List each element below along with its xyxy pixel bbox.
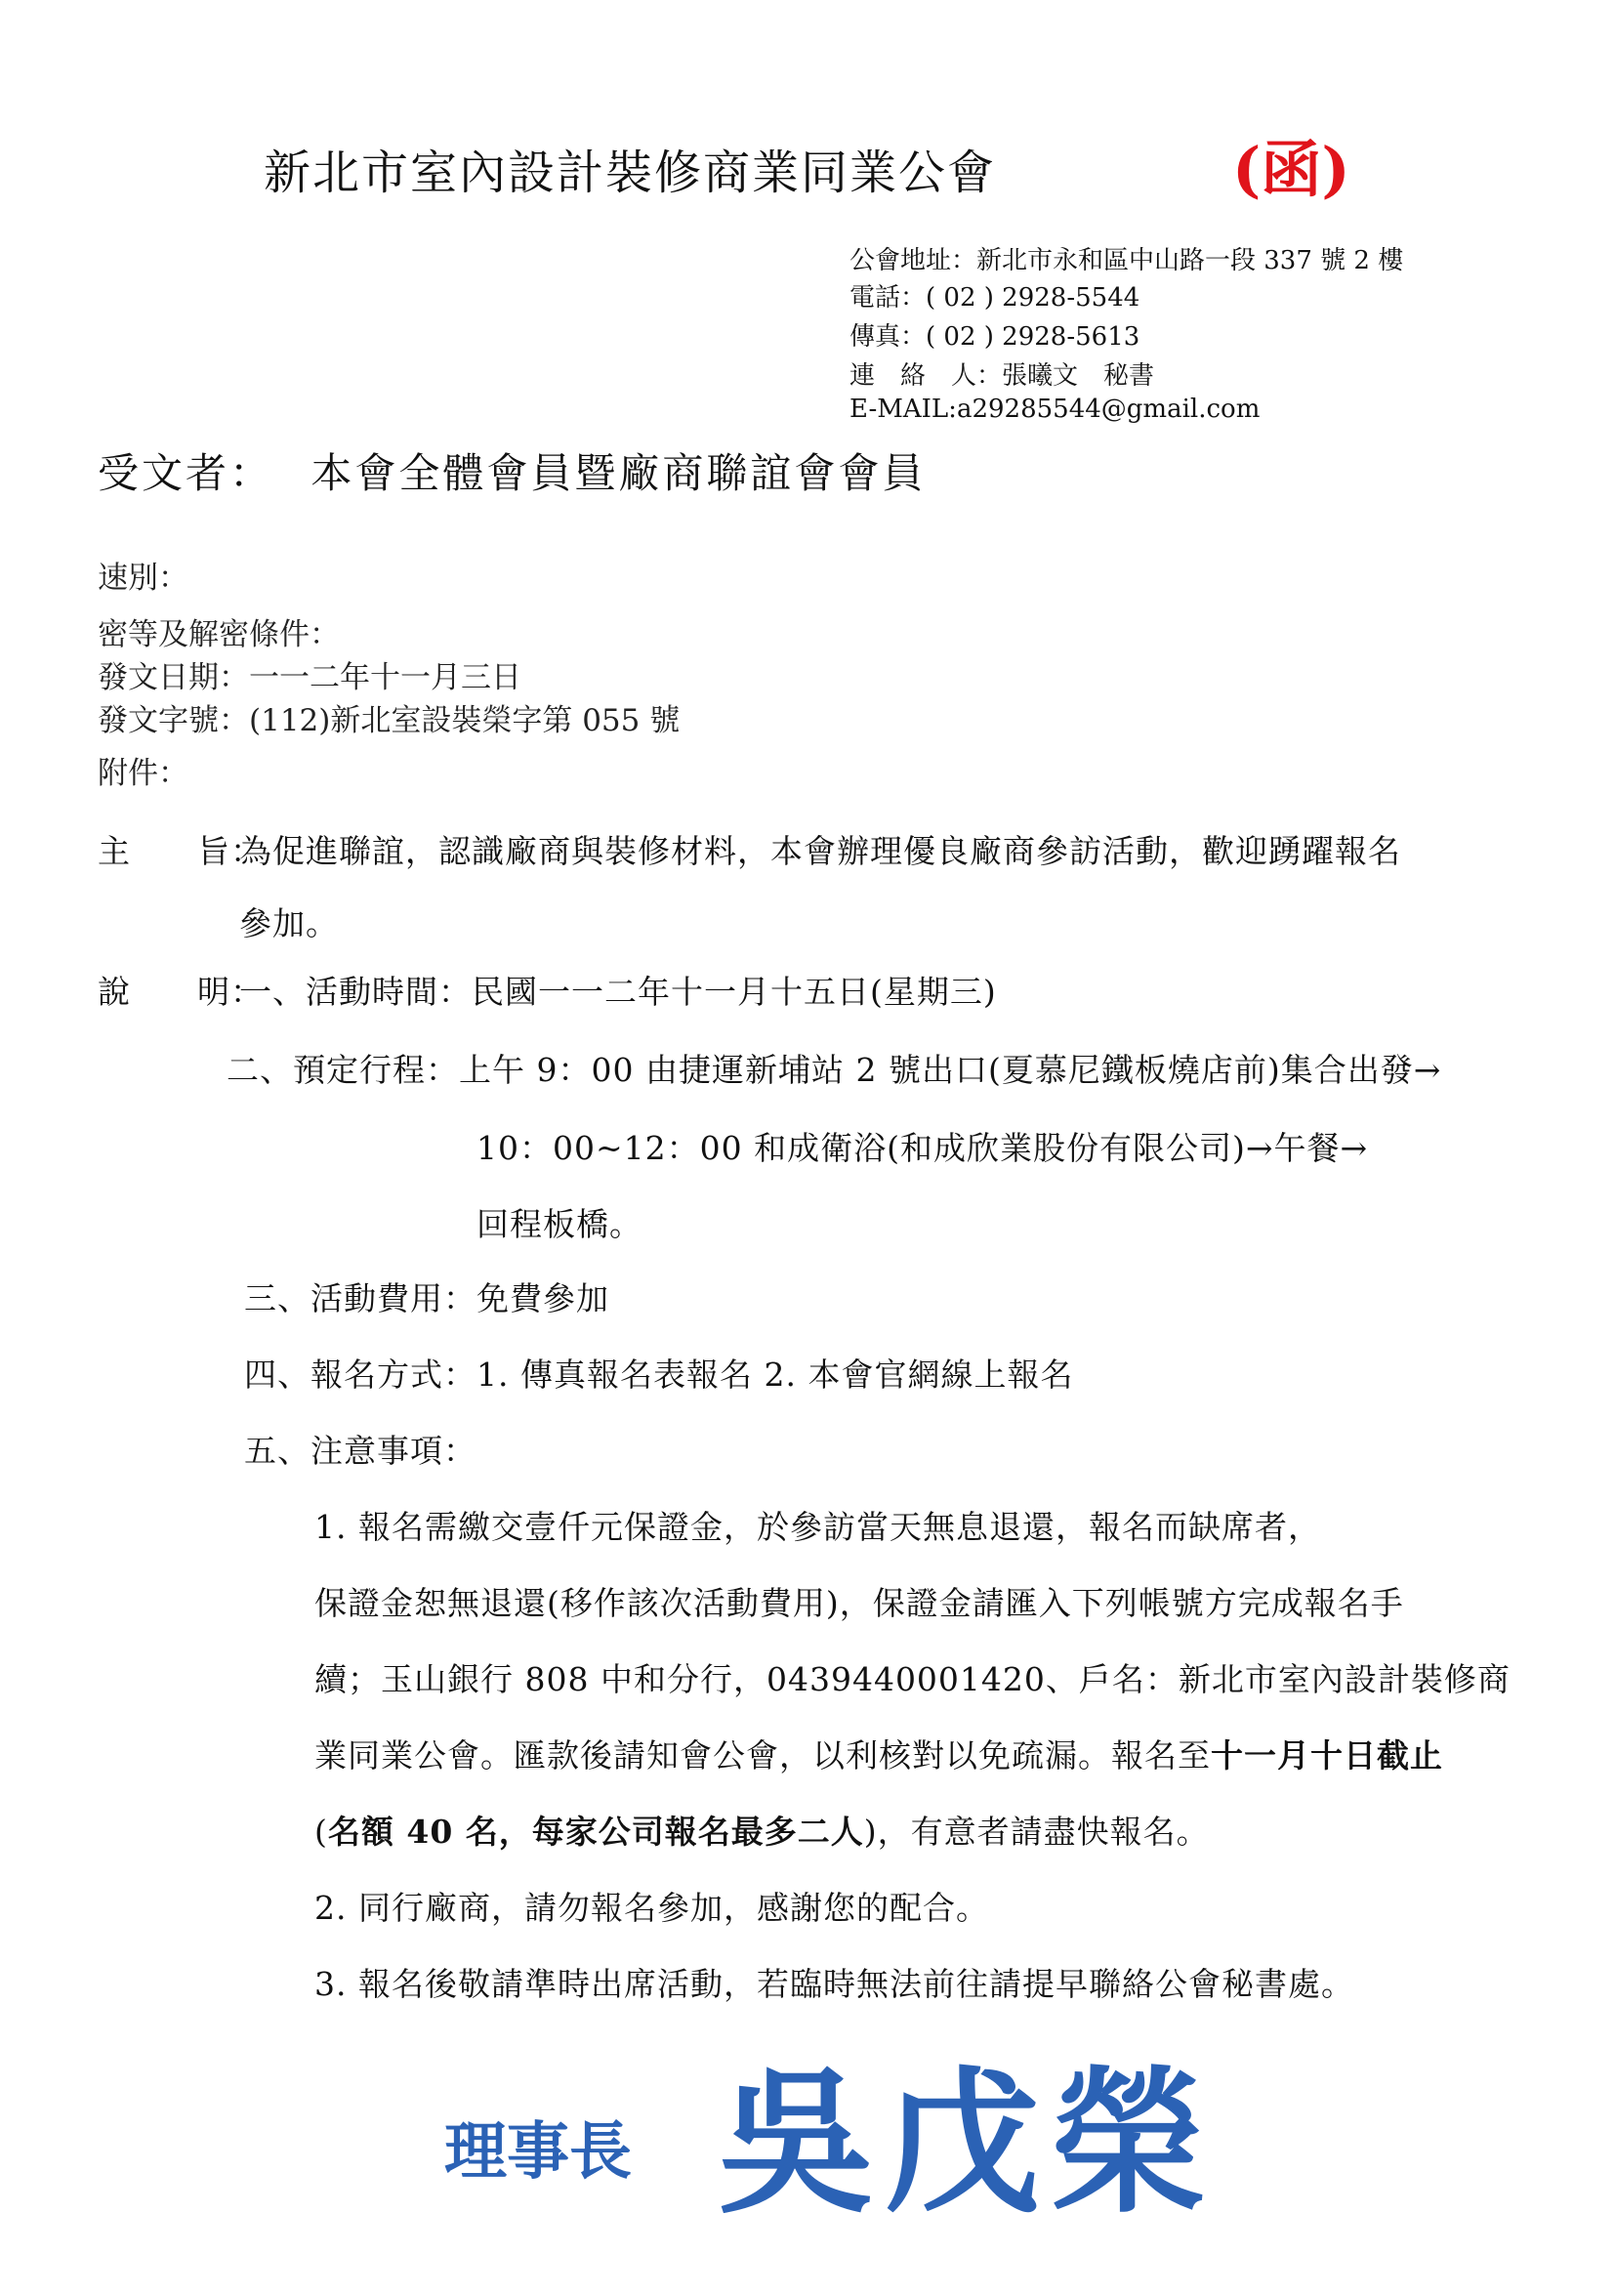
meta-attachment: 附件： [98, 756, 188, 791]
deadline-emphasis: 十一月十日截止 [1211, 1736, 1443, 1774]
explanation-item-2-line-3: 回程板橋。 [476, 1205, 642, 1243]
contact-fax: 傳真：( 02 ) 2928-5613 [849, 322, 1140, 352]
explanation-item-5: 五、注意事項： [244, 1432, 476, 1470]
note-1-line-2: 保證金恕無退還(移作該次活動費用)，保證金請匯入下列帳號方完成報名手 [314, 1584, 1404, 1622]
meta-date: 發文日期：一一二年十一月三日 [98, 660, 521, 695]
note-1-line-5 [314, 1807, 1210, 1853]
document-title: 新北市室內設計裝修商業同業公會 [264, 146, 997, 200]
note-1-line-5-open: ( [314, 1813, 328, 1851]
note-1-line-1: 1. 報名需繳交壹仟元保證金，於參訪當天無息退還，報名而缺席者， [314, 1508, 1321, 1546]
note-1-line-4-text: 業同業公會。匯款後請知會公會，以利核對以免疏漏。報名至 [314, 1736, 1211, 1774]
note-1-line-3: 續；玉山銀行 808 中和分行，0439440001420、戶名：新北市室內設計裝修商 [314, 1660, 1511, 1698]
quota-emphasis: 名額 40 名，每家公司報名最多二人 [327, 1813, 864, 1851]
explanation-label: 說 明： [98, 973, 264, 1011]
explanation-item-1: 一、活動時間：民國一一二年十一月十五日(星期三) [239, 973, 997, 1011]
contact-phone: 電話：( 02 ) 2928-5544 [849, 283, 1140, 313]
subject-line-2: 參加。 [239, 904, 339, 942]
meta-number: 發文字號：(112)新北室設裝榮字第 055 號 [98, 703, 681, 738]
contact-person: 連 絡 人：張曦文 秘書 [849, 361, 1155, 391]
svg-text:理事長: 理事長 [444, 2115, 632, 2189]
explanation-item-2-line-1: 二、預定行程：上午 9：00 由捷運新埔站 2 號出口(夏慕尼鐵板燒店前)集合出發→ [227, 1051, 1442, 1089]
chairman-seal-stamp [415, 2017, 1294, 2232]
note-1-line-4 [314, 1731, 1443, 1776]
note-2: 2. 同行廠商，請勿報名參加，感謝您的配合。 [314, 1889, 989, 1927]
contact-address: 公會地址：新北市永和區中山路一段 337 號 2 樓 [849, 246, 1404, 275]
recipient-label: 受文者： [98, 449, 274, 497]
svg-text:吳戊榮: 吳戊榮 [718, 2051, 1217, 2232]
recipient-line [98, 441, 926, 500]
explanation-item-2-line-2: 10：00~12：00 和成衛浴(和成欣業股份有限公司)→午餐→ [476, 1129, 1369, 1167]
note-1-line-5-close: )，有意者請盡快報名。 [863, 1813, 1210, 1851]
contact-email: E-MAIL:a29285544@gmail.com [849, 395, 1261, 424]
explanation-item-4: 四、報名方式：1. 傳真報名表報名 2. 本會官網線上報名 [244, 1356, 1074, 1394]
recipient-value: 本會全體會員暨廠商聯誼會會員 [311, 449, 927, 497]
meta-secrecy: 密等及解密條件： [98, 617, 340, 652]
subject-line-1: 為促進聯誼，認識廠商與裝修材料，本會辦理優良廠商參訪活動，歡迎踴躍報名 [239, 832, 1401, 870]
explanation-item-3: 三、活動費用：免費參加 [244, 1279, 609, 1317]
meta-speed: 速別： [98, 561, 188, 596]
document-type-label: (函) [1232, 134, 1350, 205]
note-3: 3. 報名後敬請準時出席活動，若臨時無法前往請提早聯絡公會秘書處。 [314, 1965, 1354, 2003]
subject-label: 主 旨： [98, 832, 264, 870]
